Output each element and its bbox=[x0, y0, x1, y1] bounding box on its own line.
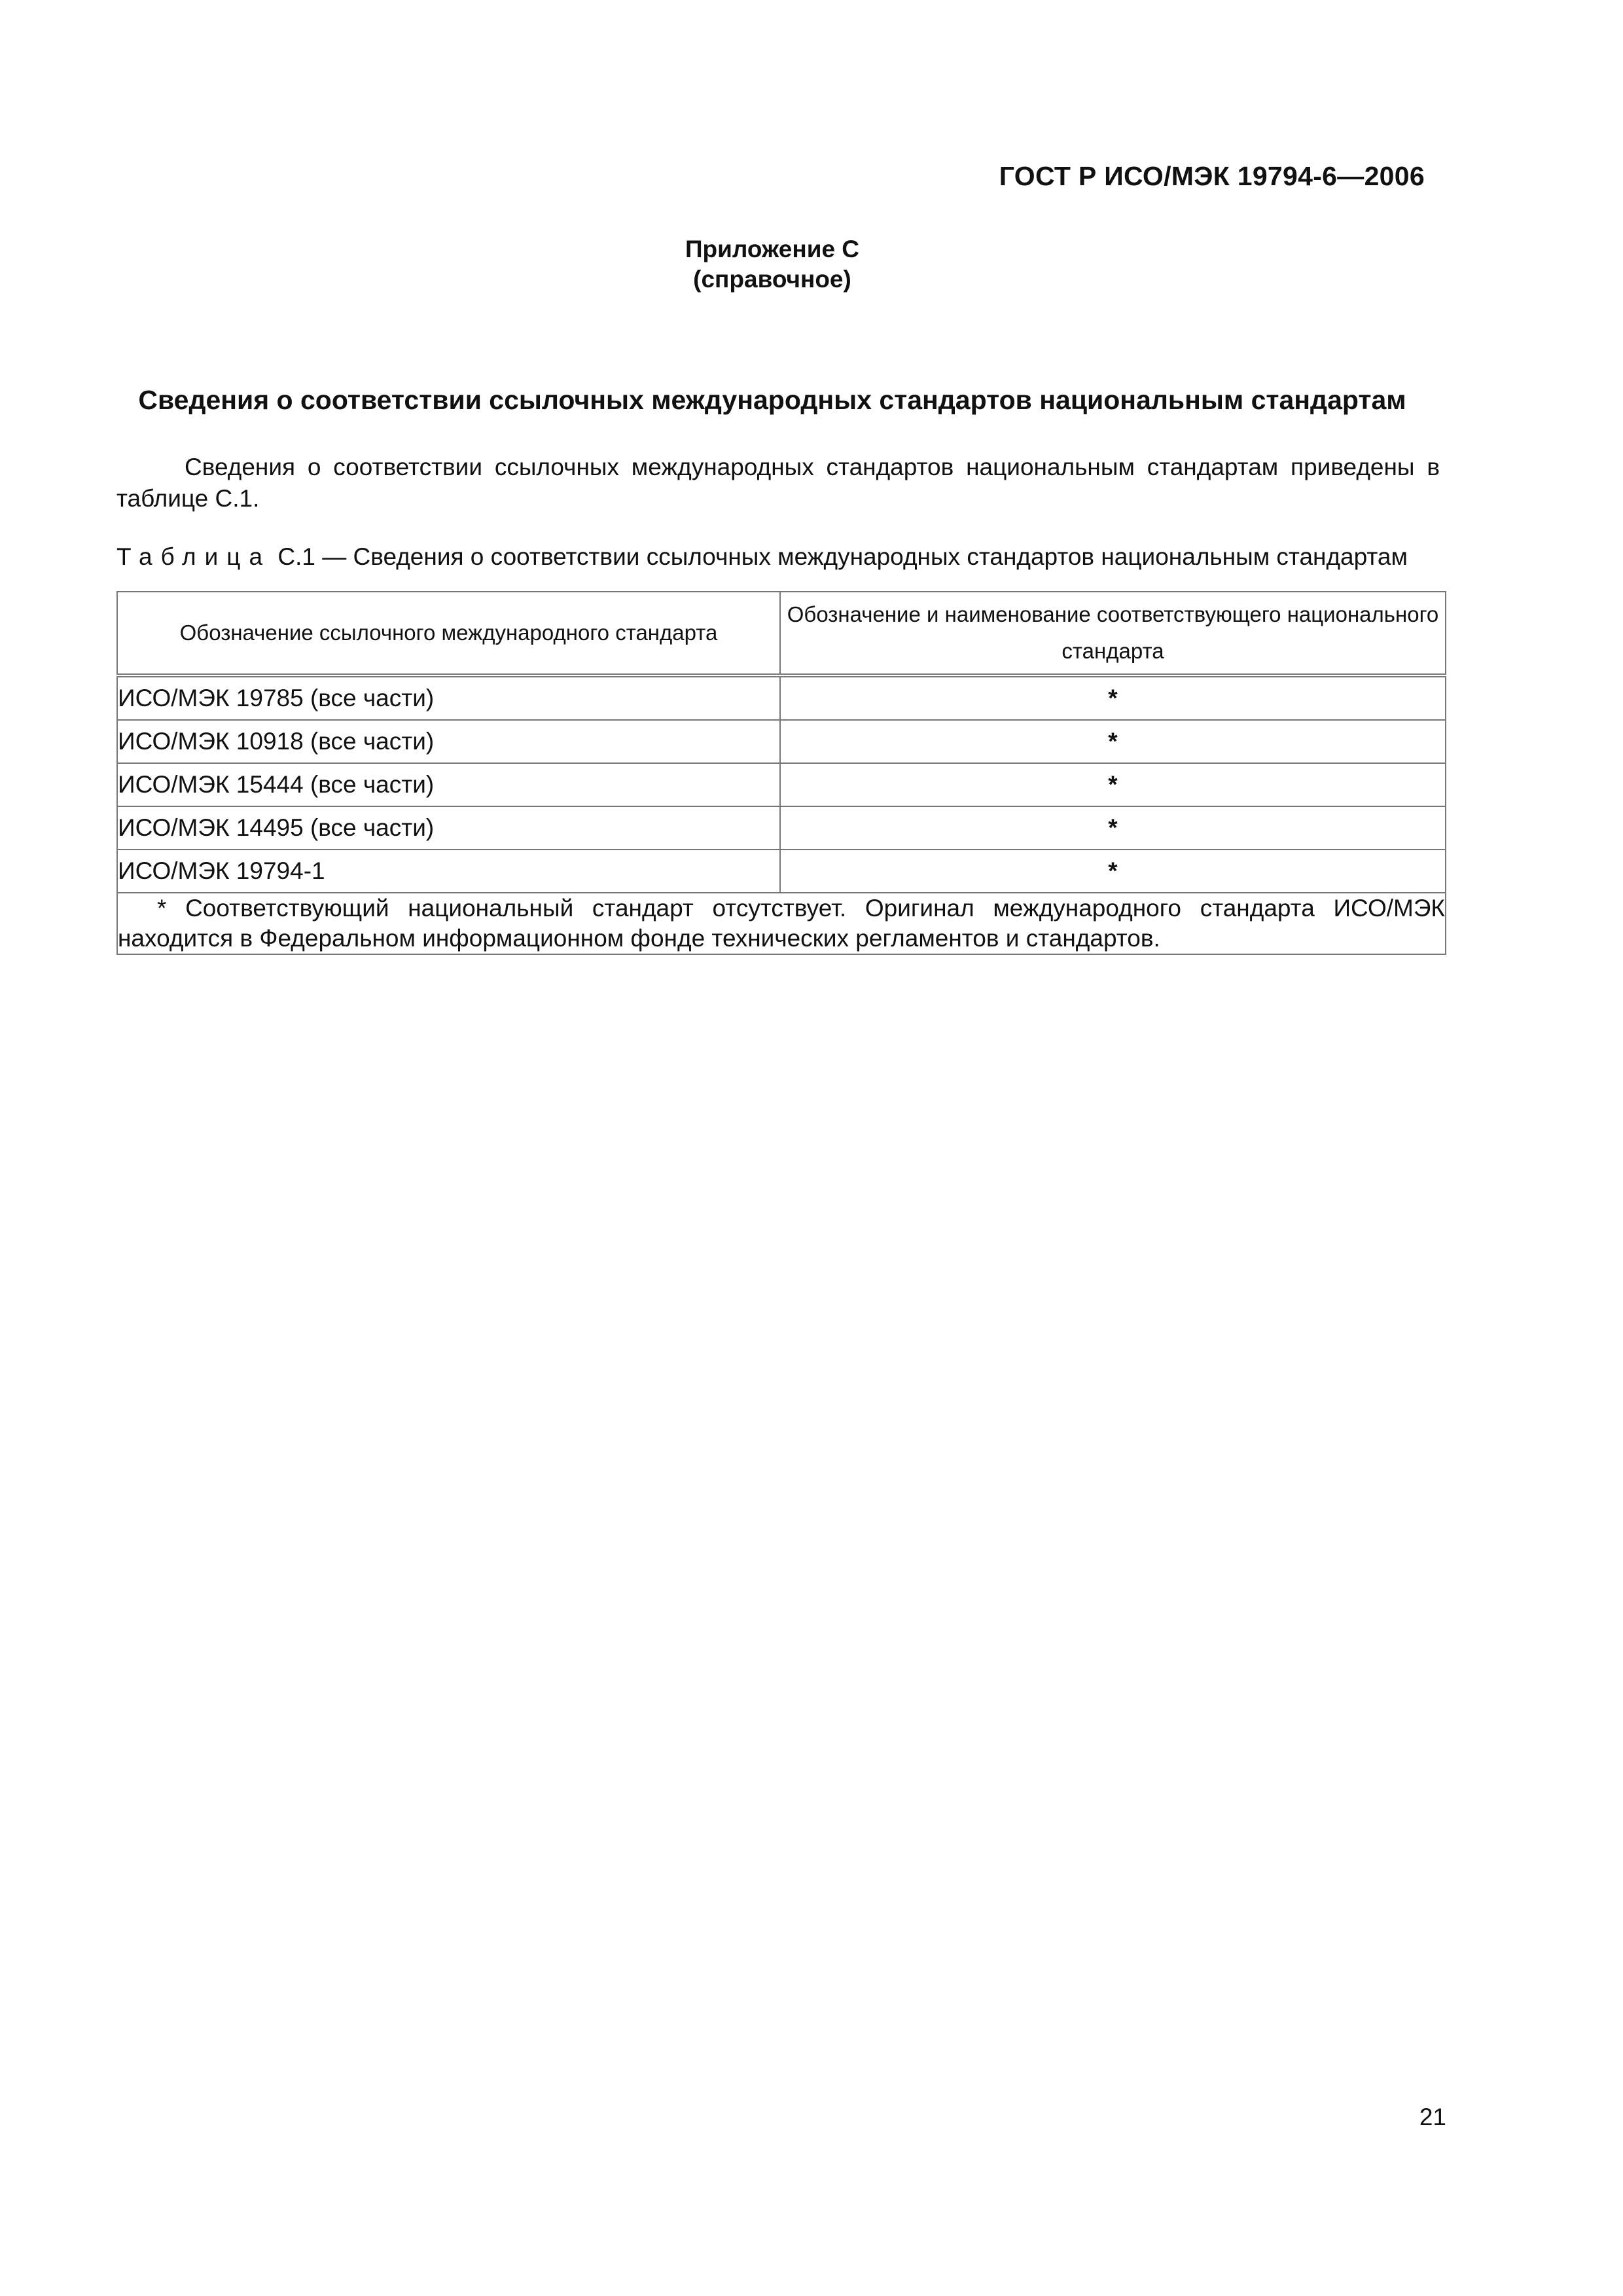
international-designation-cell: ИСО/МЭК 10918 (все части) bbox=[117, 720, 780, 763]
national-standard-cell: * bbox=[780, 806, 1446, 850]
section-title: Сведения о соответствии ссылочных международных стандартов национальным стандартам bbox=[138, 385, 1406, 415]
table-caption-label: Таблица bbox=[116, 543, 272, 570]
international-designation-cell: ИСО/МЭК 15444 (все части) bbox=[117, 763, 780, 806]
document-code: ГОСТ Р ИСО/МЭК 19794-6—2006 bbox=[999, 161, 1425, 191]
reference-standards-table bbox=[116, 591, 1446, 955]
table-footnote: * Соответствующий национальный стандарт отсутствует. Оригинал международного стандарта ИСО/МЭК находится в Федеральном информационном фонде технических регламентов и стандартов. bbox=[117, 893, 1446, 954]
table-caption bbox=[116, 543, 1445, 571]
international-designation-cell: ИСО/МЭК 14495 (все части) bbox=[117, 806, 780, 850]
table-row bbox=[117, 675, 1446, 720]
table-row bbox=[117, 850, 1446, 893]
table-row bbox=[117, 806, 1446, 850]
appendix-kind: (справочное) bbox=[693, 266, 851, 293]
table-row bbox=[117, 720, 1446, 763]
national-standard-cell: * bbox=[780, 720, 1446, 763]
header-international-standard: Обозначение ссылочного международного стандарта bbox=[117, 592, 780, 675]
appendix-heading bbox=[0, 234, 1544, 295]
national-standard-cell: * bbox=[780, 763, 1446, 806]
page-number: 21 bbox=[1419, 2104, 1446, 2130]
national-standard-cell: * bbox=[780, 675, 1446, 720]
table-note-row bbox=[117, 893, 1446, 954]
table-header-row bbox=[117, 592, 1446, 675]
intro-paragraph: Сведения о соответствии ссылочных международных стандартов национальным стандартам приведены в таблице С.1. bbox=[116, 454, 1440, 512]
table-row bbox=[117, 763, 1446, 806]
appendix-title: Приложение С bbox=[685, 236, 860, 262]
international-designation-cell: ИСО/МЭК 19785 (все части) bbox=[117, 675, 780, 720]
header-national-standard: Обозначение и наименование соответствующего национального стандарта bbox=[780, 592, 1446, 675]
table-caption-text: С.1 — Сведения о соответствии ссылочных международных стандартов национальным стандартам bbox=[271, 543, 1408, 570]
national-standard-cell: * bbox=[780, 850, 1446, 893]
international-designation-cell: ИСО/МЭК 19794-1 bbox=[117, 850, 780, 893]
